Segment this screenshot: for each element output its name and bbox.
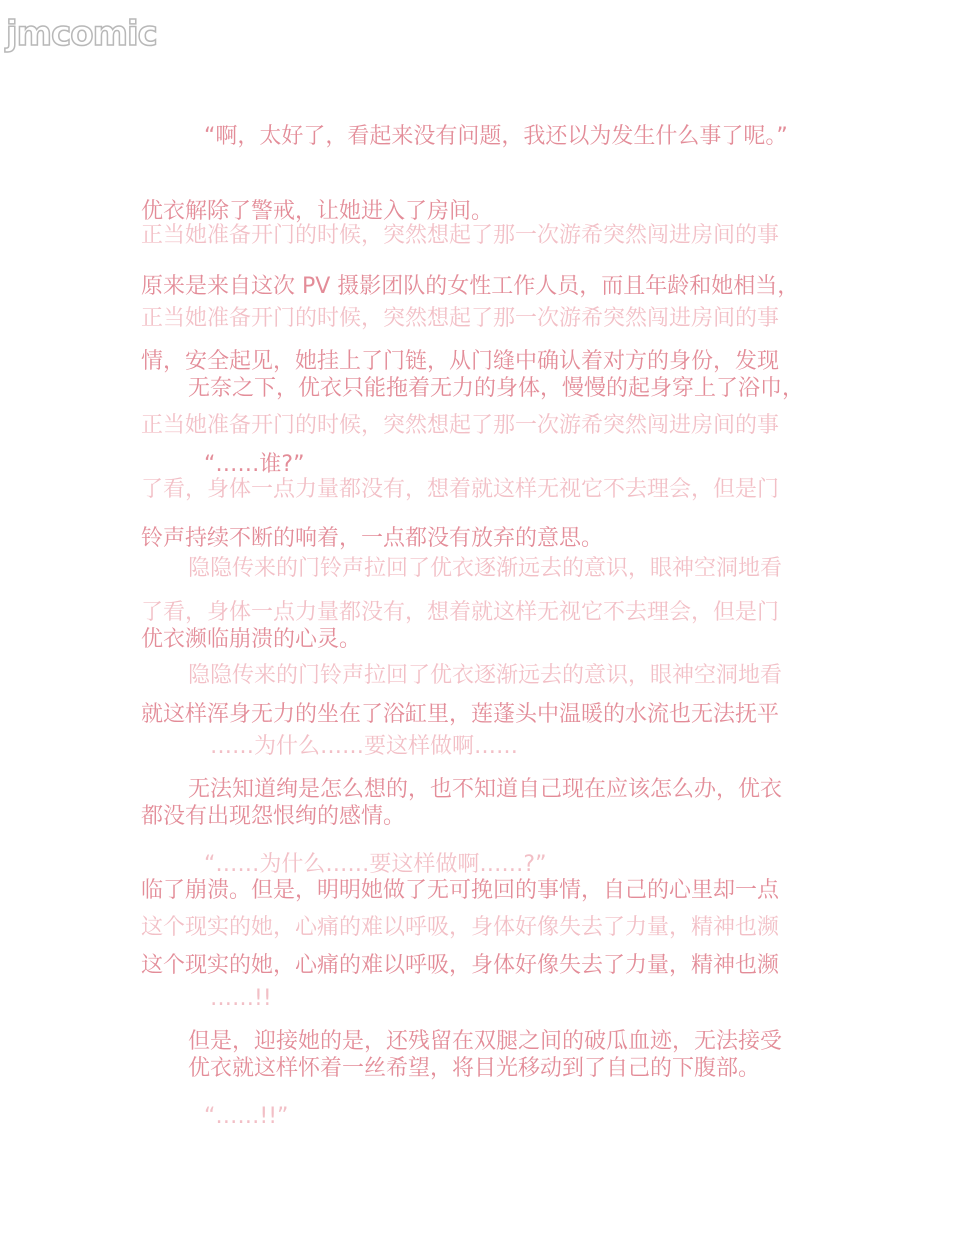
- text-line: 隐隐传来的门铃声拉回了优衣逐渐远去的意识，眼神空洞地看: [188, 556, 783, 581]
- text-line: 了看，身体一点力量都没有，想着就这样无视它不去理会，但是门: [141, 600, 780, 625]
- text-line: ……!!: [210, 986, 272, 1011]
- text-line: 隐隐传来的门铃声拉回了优衣逐渐远去的意识，眼神空洞地看: [188, 663, 783, 688]
- text-line: 正当她准备开门的时候，突然想起了那一次游希突然闯进房间的事: [141, 306, 780, 331]
- text-line: 都没有出现怨恨绚的感情。: [141, 804, 406, 829]
- text-line: 优衣解除了警戒，让她进入了房间。: [141, 199, 494, 224]
- text-line: 无奈之下，优衣只能拖着无力的身体，慢慢的起身穿上了浴巾，: [188, 376, 805, 401]
- watermark-logo: jmcomic: [6, 14, 157, 54]
- text-line: 原来是来自这次 PV 摄影团队的女性工作人员，而且年龄和她相当，: [141, 274, 800, 299]
- text-line: 但是，迎接她的是，还残留在双腿之间的破瓜血迹，无法接受: [188, 1029, 783, 1054]
- text-line: 优衣就这样怀着一丝希望，将目光移动到了自己的下腹部。: [188, 1056, 761, 1081]
- text-line: 临了崩溃。但是，明明她做了无可挽回的事情，自己的心里却一点: [141, 878, 780, 903]
- text-line: “……!!”: [204, 1104, 289, 1129]
- text-line: 情，安全起见，她挂上了门链，从门缝中确认着对方的身份，发现: [141, 349, 780, 374]
- text-line: [141, 223, 780, 249]
- text-line: “啊，太好了，看起来没有问题，我还以为发生什么事了呢。”: [204, 124, 788, 149]
- text-line: 这个现实的她，心痛的难以呼吸，身体好像失去了力量，精神也濒: [141, 915, 780, 940]
- text-line: 正当她准备开门的时候，突然想起了那一次游希突然闯进房间的事: [141, 223, 780, 248]
- text-line: 这个现实的她，心痛的难以呼吸，身体好像失去了力量，精神也濒: [141, 953, 780, 978]
- text-line: “……为什么……要这样做啊……?”: [204, 852, 547, 877]
- text-line: 优衣濒临崩溃的心灵。: [141, 627, 362, 652]
- text-line: 无法知道绚是怎么想的，也不知道自己现在应该怎么办，优衣: [188, 777, 783, 802]
- text-line: 就这样浑身无力的坐在了浴缸里，莲蓬头中温暖的水流也无法抚平: [141, 702, 780, 727]
- text-line: [141, 477, 780, 503]
- text-line: “……谁?”: [204, 452, 305, 477]
- text-line: [188, 663, 783, 689]
- text-line: 正当她准备开门的时候，突然想起了那一次游希突然闯进房间的事: [141, 413, 780, 438]
- text-line: [141, 413, 780, 439]
- text-line: 铃声持续不断的响着，一点都没有放弃的意思。: [141, 526, 604, 551]
- text-line: 了看，身体一点力量都没有，想着就这样无视它不去理会，但是门: [141, 477, 780, 502]
- text-line: [141, 915, 780, 941]
- text-line: ……为什么……要这样做啊……: [210, 734, 519, 759]
